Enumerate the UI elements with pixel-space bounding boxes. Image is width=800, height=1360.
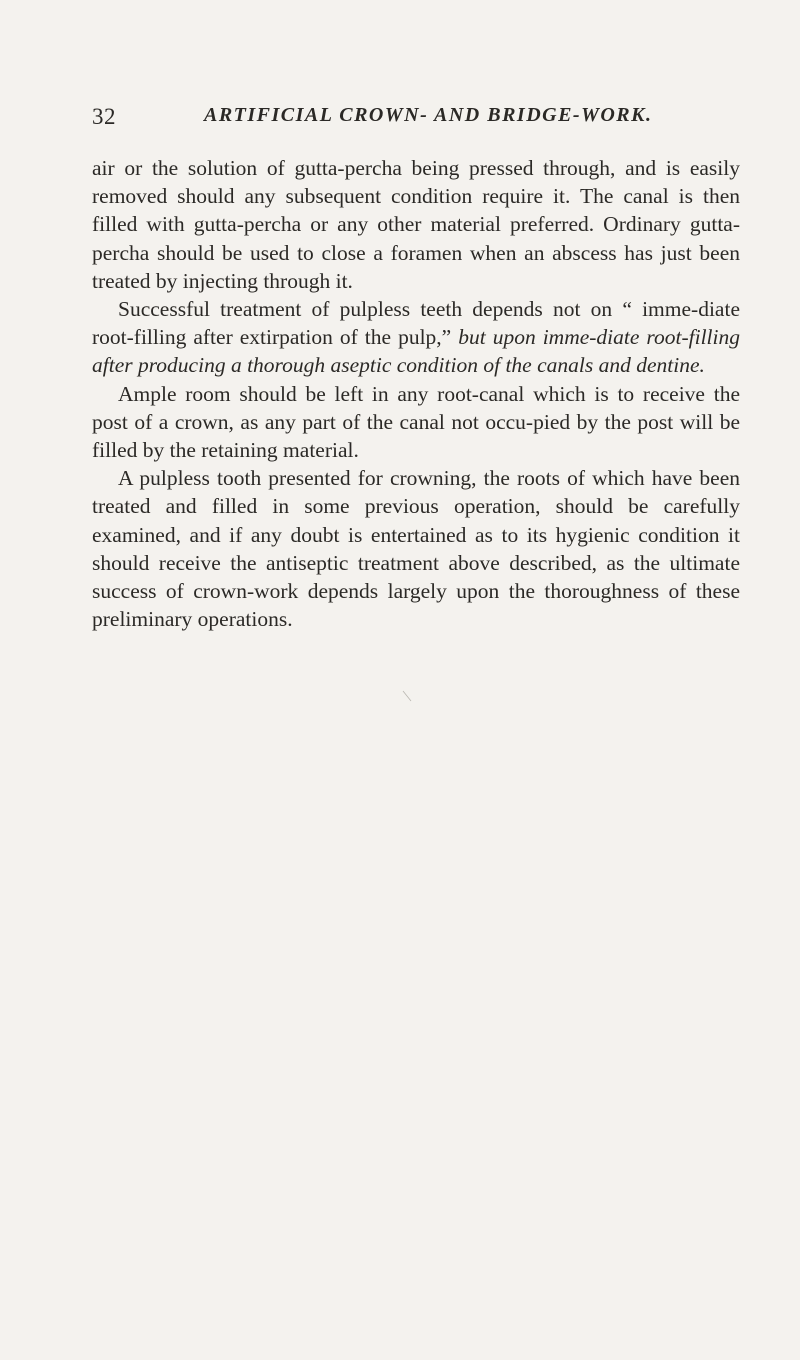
paragraph-3: Ample room should be left in any root-canal which is to receive the post of a crown, as any part of the canal not occu-pied by the post will be filled by the retaining material. [92,381,740,463]
paragraph-4: A pulpless tooth presented for crowning, the roots of which have been treated and filled in some previous operation, should be carefully examined, and if any doubt is entertained as to its hygienic condition it should receive the antiseptic treatment above described, as the ultimate success of crown-work depends largely upon the thoroughness of these preliminary operations. [92,466,740,632]
paragraph-1: air or the solution of gutta-percha being pressed through, and is easily removed should any subsequent condition require it. The canal is then filled with gutta-percha or any other material preferred. Ordinary gutta-percha should be used to close a foramen when an abscess has just been treated by injecting through it. [92,156,740,293]
running-title: ARTIFICIAL CROWN- AND BRIDGE-WORK. [204,104,653,126]
paragraph-2 [92,295,740,380]
page-number: 32 [92,104,116,129]
paragraph-2-italic: but upon imme-diate root-filling after producing a thorough aseptic condition of the canals and dentine. [92,325,740,378]
running-head [92,104,732,134]
ink-mark [402,690,412,702]
paragraph-2-roman: Successful treatment of pulpless teeth depends not on “ imme-diate root-filling after extirpation of the pulp,” [92,297,740,350]
body-text [92,154,740,633]
